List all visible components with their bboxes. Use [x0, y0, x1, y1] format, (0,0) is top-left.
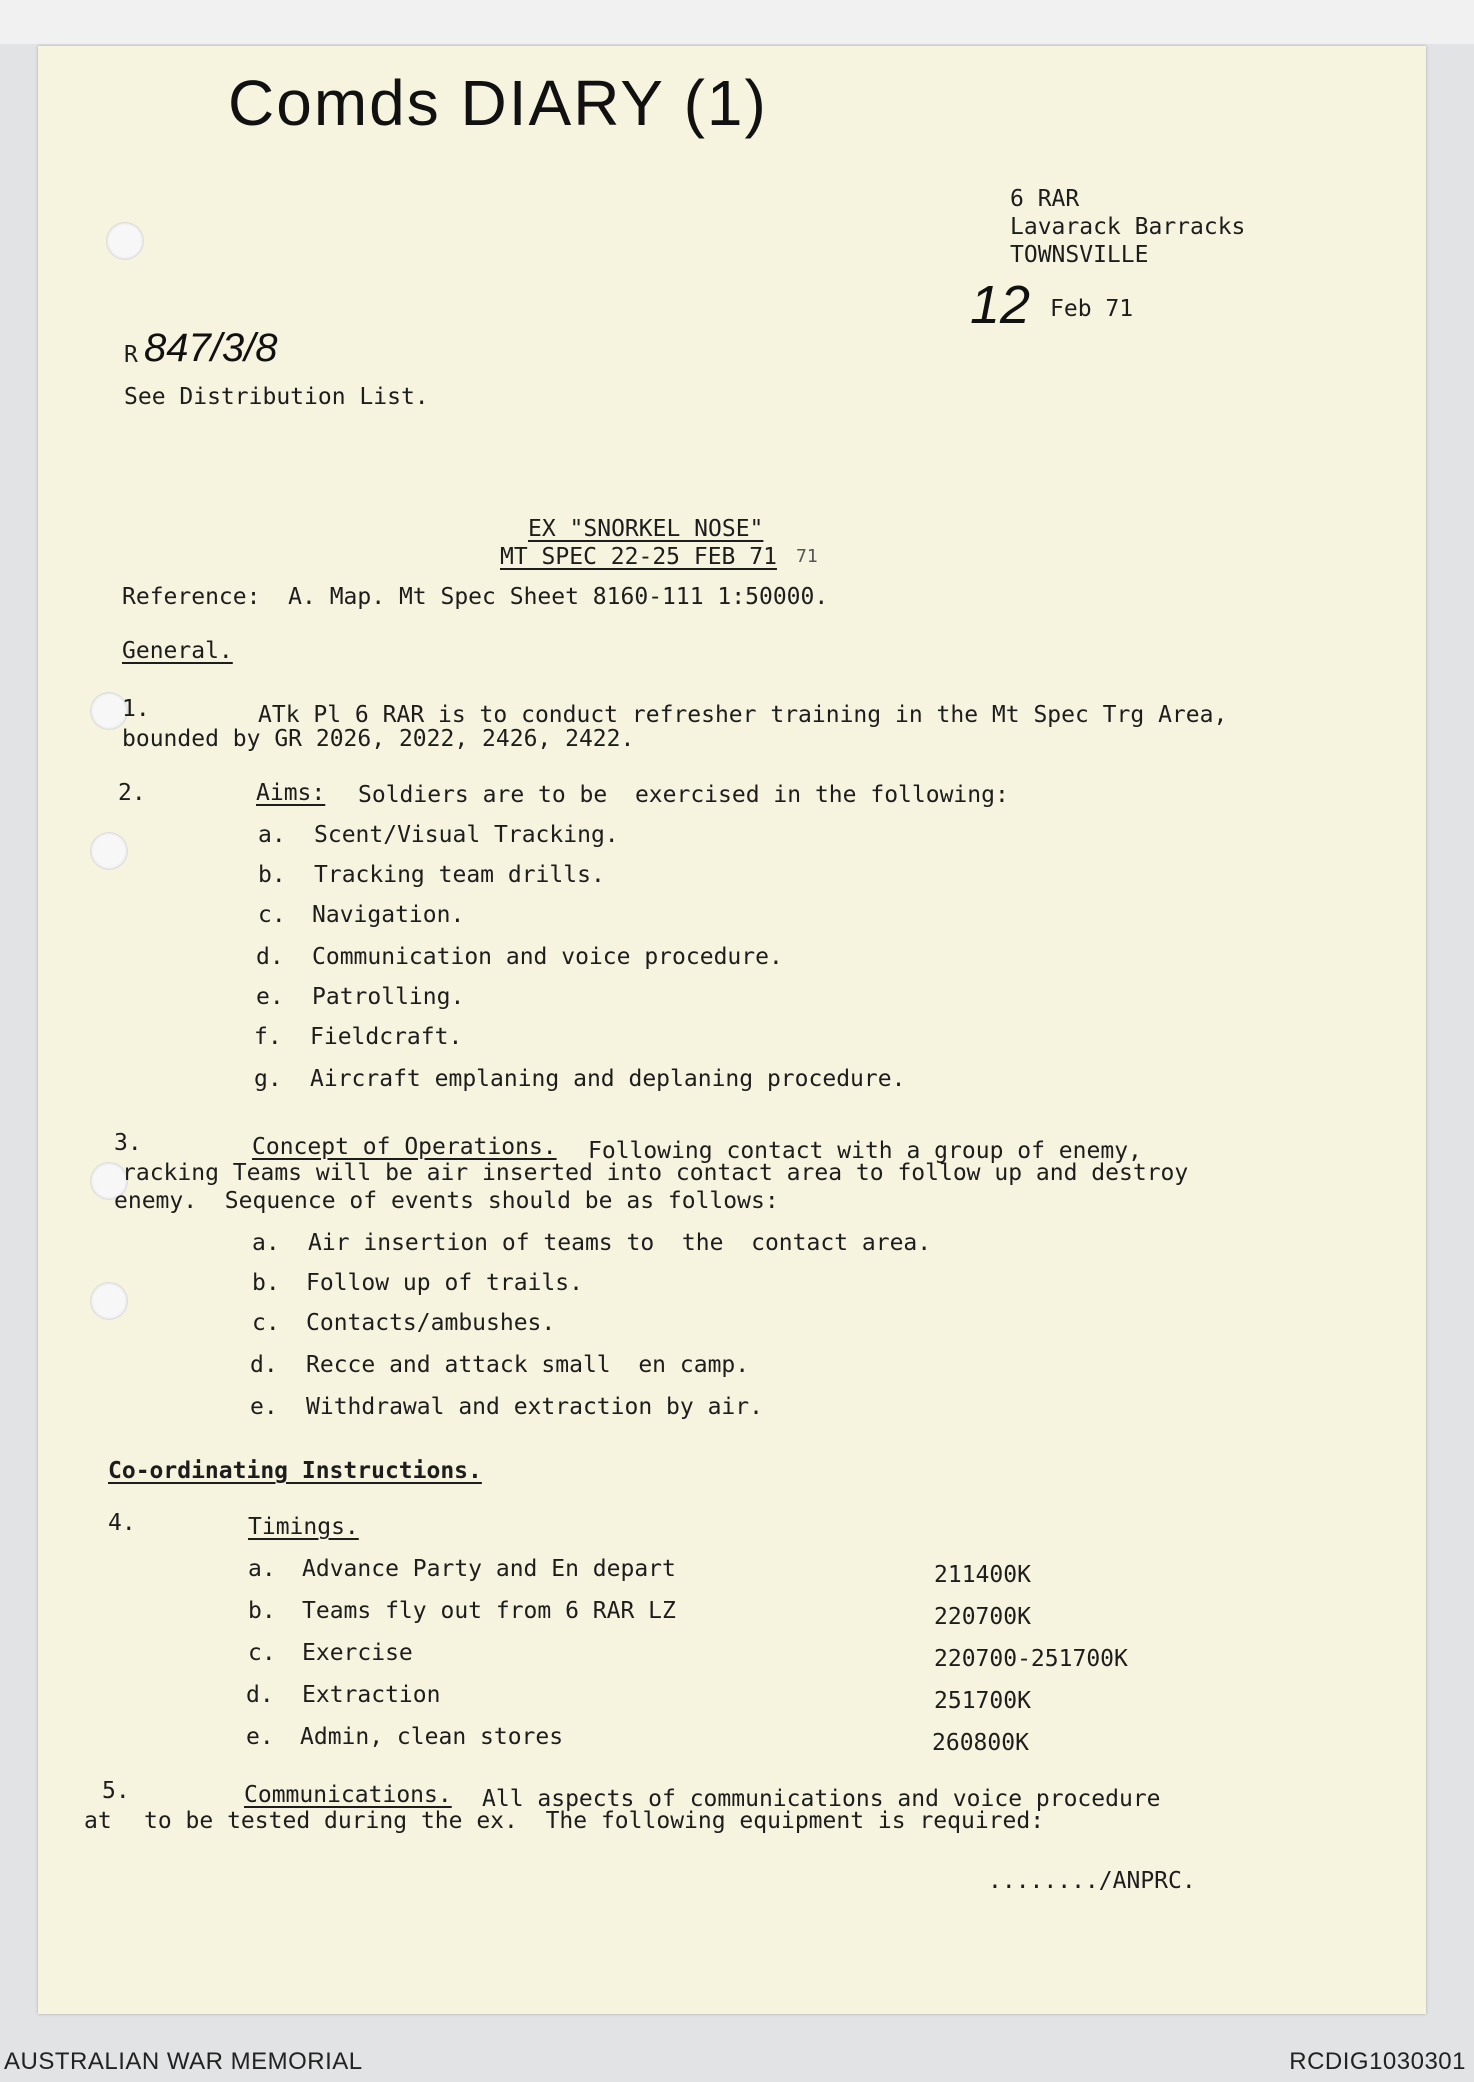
- sequence-text: Contacts/ambushes.: [306, 1310, 556, 1336]
- comms-line1: All aspects of communications and voice procedure: [482, 1786, 1161, 1812]
- top-band: [0, 0, 1474, 44]
- aims-label: Aims:: [256, 780, 326, 806]
- timing-letter: e.: [246, 1724, 274, 1750]
- timing-text: Exercise: [302, 1640, 413, 1666]
- aim-text: Scent/Visual Tracking.: [314, 822, 619, 848]
- aim-letter: a.: [258, 822, 286, 848]
- footer-right: RCDIG1030301: [1289, 2048, 1466, 2075]
- continuation-marker: ......../ANPRC.: [988, 1868, 1196, 1894]
- timing-time: 260800K: [932, 1730, 1029, 1756]
- timing-text: Teams fly out from 6 RAR LZ: [302, 1598, 676, 1624]
- timing-letter: c.: [248, 1640, 276, 1666]
- timing-time: 220700K: [934, 1604, 1031, 1630]
- sequence-letter: d.: [250, 1352, 278, 1378]
- para5-number: 5.: [102, 1778, 130, 1804]
- para1-line2: bounded by GR 2026, 2022, 2426, 2422.: [122, 726, 635, 752]
- sequence-text: Withdrawal and extraction by air.: [306, 1394, 763, 1420]
- sequence-letter: a.: [252, 1230, 280, 1256]
- concept-label: Concept of Operations.: [252, 1134, 557, 1160]
- coordinating-heading: Co-ordinating Instructions.: [108, 1458, 482, 1484]
- timing-letter: a.: [248, 1556, 276, 1582]
- concept-line2: racking Teams will be air inserted into contact area to follow up and destroy: [122, 1160, 1189, 1186]
- timing-text: Advance Party and En depart: [302, 1556, 676, 1582]
- aim-letter: d.: [256, 944, 284, 970]
- aim-letter: f.: [254, 1024, 282, 1050]
- concept-line1: Following contact with a group of enemy,: [588, 1138, 1142, 1164]
- address-unit: 6 RAR: [1010, 186, 1080, 212]
- aim-text: Aircraft emplaning and deplaning procedure.: [310, 1066, 906, 1092]
- aim-text: Patrolling.: [312, 984, 465, 1010]
- sequence-letter: b.: [252, 1270, 280, 1296]
- aim-text: Communication and voice procedure.: [312, 944, 783, 970]
- timing-text: Extraction: [302, 1682, 441, 1708]
- address-barracks: Lavarack Barracks: [1010, 214, 1246, 240]
- footer-left: AUSTRALIAN WAR MEMORIAL: [4, 2048, 363, 2075]
- timing-letter: d.: [246, 1682, 274, 1708]
- sequence-text: Recce and attack small en camp.: [306, 1352, 750, 1378]
- exercise-name: EX "SNORKEL NOSE": [528, 516, 764, 542]
- reference-line: Reference: A. Map. Mt Spec Sheet 8160-111 1:50000.: [122, 584, 829, 610]
- comms-label: Communications.: [244, 1782, 452, 1808]
- general-heading: General.: [122, 638, 233, 664]
- comms-line2-b: to be tested during the ex. The following equipment is required:: [144, 1808, 1045, 1834]
- timing-text: Admin, clean stores: [300, 1724, 564, 1750]
- aim-letter: b.: [258, 862, 286, 888]
- aim-letter: g.: [254, 1066, 282, 1092]
- file-ref-number: 847/3/8: [144, 326, 278, 370]
- timing-time: 251700K: [934, 1688, 1031, 1714]
- sequence-text: Follow up of trails.: [306, 1270, 583, 1296]
- date-day: 12: [970, 275, 1031, 335]
- aim-text: Fieldcraft.: [310, 1024, 463, 1050]
- sequence-letter: c.: [252, 1310, 280, 1336]
- distribution-line: See Distribution List.: [124, 384, 429, 410]
- address-town: TOWNSVILLE: [1010, 242, 1149, 268]
- sequence-text: Air insertion of teams to the contact area.: [308, 1230, 932, 1256]
- file-ref-prefix: R: [124, 342, 138, 368]
- aim-letter: e.: [256, 984, 284, 1010]
- para2-number: 2.: [118, 780, 146, 806]
- sequence-letter: e.: [250, 1394, 278, 1420]
- document-page: [38, 46, 1426, 2014]
- para1-number: 1.: [122, 696, 150, 722]
- aims-text: Soldiers are to be exercised in the following:: [358, 782, 1009, 808]
- date-rest: Feb 71: [1050, 296, 1134, 322]
- timing-letter: b.: [248, 1598, 276, 1624]
- comms-line2-a: at: [84, 1808, 112, 1834]
- aim-text: Tracking team drills.: [314, 862, 605, 888]
- timings-label: Timings.: [248, 1514, 359, 1540]
- aim-text: Navigation.: [312, 902, 465, 928]
- para3-number: 3.: [114, 1130, 142, 1156]
- punch-hole: [90, 832, 128, 870]
- exercise-location-dates: MT SPEC 22-25 FEB 71: [500, 544, 777, 570]
- para4-number: 4.: [108, 1510, 136, 1536]
- concept-line3: enemy. Sequence of events should be as follows:: [114, 1188, 779, 1214]
- timing-time: 220700-251700K: [934, 1646, 1128, 1672]
- timing-time: 211400K: [934, 1562, 1031, 1588]
- aim-letter: c.: [258, 902, 286, 928]
- para1-line1: ATk Pl 6 RAR is to conduct refresher training in the Mt Spec Trg Area,: [258, 702, 1228, 728]
- exercise-handwritten-year: 71: [796, 546, 818, 567]
- punch-hole: [106, 222, 144, 260]
- punch-hole: [90, 1282, 128, 1320]
- handwritten-title: Comds DIARY (1): [228, 67, 768, 139]
